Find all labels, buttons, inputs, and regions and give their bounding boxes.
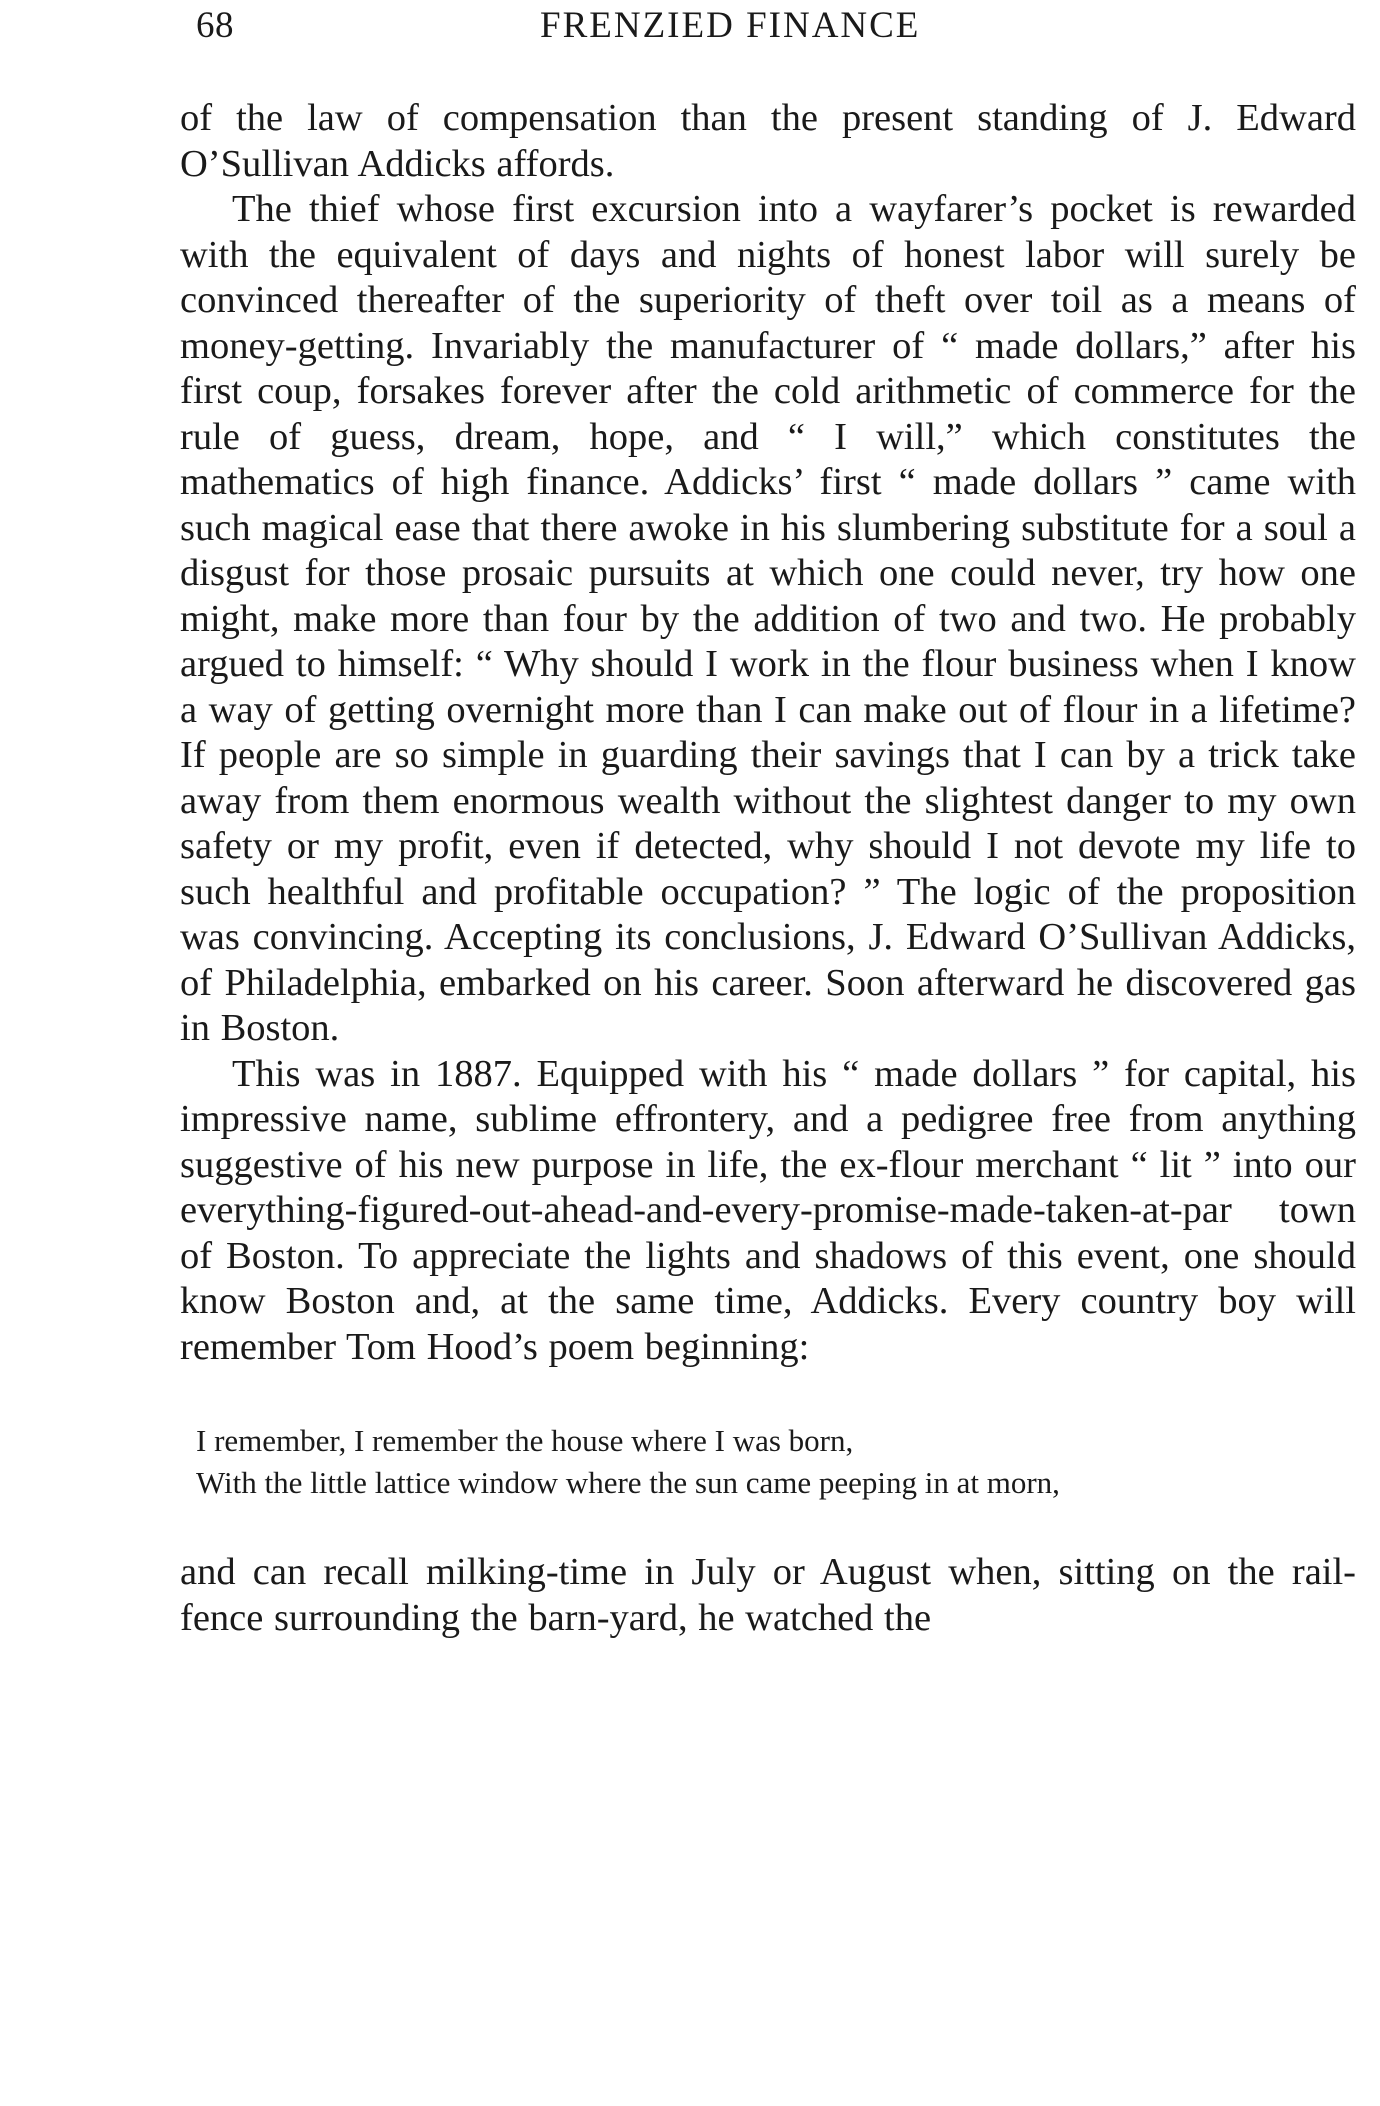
page-header: [196, 4, 1356, 64]
page-number: 68: [196, 5, 234, 46]
paragraph-continuation: of the law of compensation than the present standing of J. Edward O’Sullivan Addicks affords.: [180, 97, 1356, 185]
paragraph-milking-time: and can recall milking-time in July or August when, sitting on the rail-fence surrounding the barn-yard, he watched the: [180, 1551, 1356, 1639]
poem-line-2: With the little lattice window where the sun came peeping in at morn,: [196, 1465, 1060, 1500]
paragraph-thief: The thief whose first excursion into a wayfarer’s pocket is rewarded with the equivalent of days and nights of honest labor will surely be convinced thereafter of the superiority of theft over toil as a means of money-getting. Invariably the manufacturer of “ made dollars,” after his first coup, forsakes forever after the cold arithmetic of commerce for the rule of guess, dream, hope, and “ I will,” which constitutes the mathematics of high finance. Addicks’ first “ made dollars ” came with such magical ease that there awoke in his slumbering substitute for a soul a disgust for those prosaic pursuits at which one could never, try how one might, make more than four by the addition of two and two. He probably argued to himself: “ Why should I work in the flour business when I know a way of getting overnight more than I can make out of flour in a lifetime? If people are so simple in guarding their savings that I can by a trick take away from them enormous wealth without the slightest danger to my own safety or my profit, even if detected, why should I not devote my life to such healthful and profitable occupation? ” The logic of the proposition was convincing. Accepting its conclusions, J. Edward O’Sullivan Addicks, of Philadelphia, embarked on his career. Soon afterward he discovered gas in Boston.: [180, 188, 1356, 1049]
body-text: [180, 96, 1356, 1641]
poem-quote: [196, 1420, 1356, 1504]
paragraph-1887: This was in 1887. Equipped with his “ made dollars ” for capital, his impressive name, sublime effrontery, and a pedigree free from anything suggestive of his new purpose in life, the ex-flour merchant “ lit ” into our everything-figured-out-ahead-and-every-promise-made-taken-at-par town of Boston. To appreciate the lights and shadows of this event, one should know Boston and, at the same time, Addicks. Every country boy will remember Tom Hood’s poem beginning:: [180, 1052, 1356, 1368]
running-title: FRENZIED FINANCE: [540, 5, 921, 46]
poem-line-1: I remember, I remember the house where I was born,: [196, 1423, 854, 1458]
